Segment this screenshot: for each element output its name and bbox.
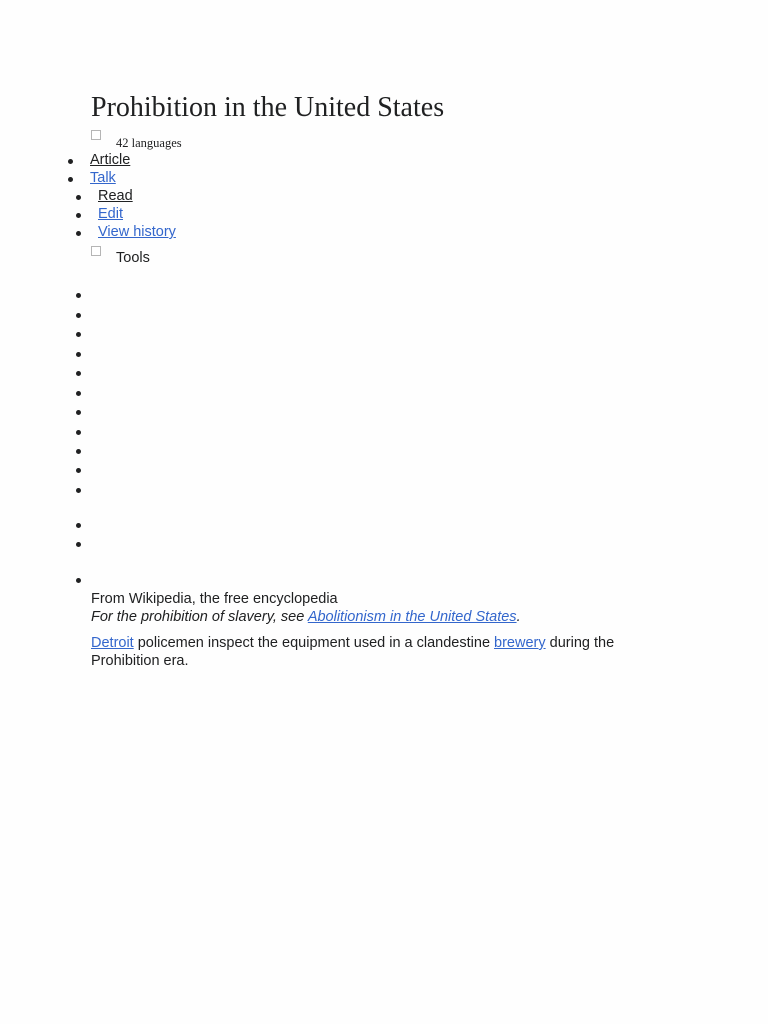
tools-list-bullet: [76, 371, 81, 376]
hatnote: [91, 608, 521, 626]
image-caption: [91, 634, 651, 670]
tools-list-bullet: [76, 352, 81, 357]
tools-list-bullet: [76, 313, 81, 318]
tools-list-bullet: [76, 488, 81, 493]
tools-list-bullet: [76, 542, 81, 547]
list-bullet: [76, 231, 81, 236]
tools-label[interactable]: Tools: [116, 250, 150, 266]
list-bullet: [68, 159, 73, 164]
tools-checkbox[interactable]: [91, 246, 101, 256]
tools-list-bullet: [76, 430, 81, 435]
tab-article[interactable]: Article: [90, 152, 131, 168]
hatnote-suffix: .: [516, 609, 521, 625]
languages-checkbox[interactable]: [91, 130, 101, 140]
caption-text: policemen inspect the equipment used in a clandestine: [133, 635, 495, 651]
tools-list-bullet: [76, 578, 81, 583]
tools-list-bullet: [76, 332, 81, 337]
tab-view-history[interactable]: View history: [98, 224, 176, 240]
list-bullet: [76, 195, 81, 200]
tools-list-bullet: [76, 293, 81, 298]
tab-edit[interactable]: Edit: [98, 206, 123, 222]
caption-link-brewery[interactable]: brewery: [494, 635, 546, 651]
caption-link-detroit[interactable]: Detroit: [91, 635, 134, 651]
tools-list-bullet: [76, 523, 81, 528]
languages-label[interactable]: 42 languages: [116, 136, 182, 150]
tools-list-bullet: [76, 468, 81, 473]
tab-talk[interactable]: Talk: [90, 170, 116, 186]
site-tagline: From Wikipedia, the free encyclopedia: [91, 591, 338, 607]
page-title: Prohibition in the United States: [91, 92, 445, 123]
tab-read[interactable]: Read: [98, 188, 133, 204]
caption-text: during the Prohibition era.: [91, 635, 615, 669]
list-bullet: [76, 213, 81, 218]
tools-list-bullet: [76, 410, 81, 415]
tools-list-bullet: [76, 391, 81, 396]
hatnote-text: For the prohibition of slavery, see: [91, 609, 308, 625]
tools-list-bullet: [76, 449, 81, 454]
hatnote-link[interactable]: Abolitionism in the United States: [307, 609, 517, 625]
list-bullet: [68, 177, 73, 182]
